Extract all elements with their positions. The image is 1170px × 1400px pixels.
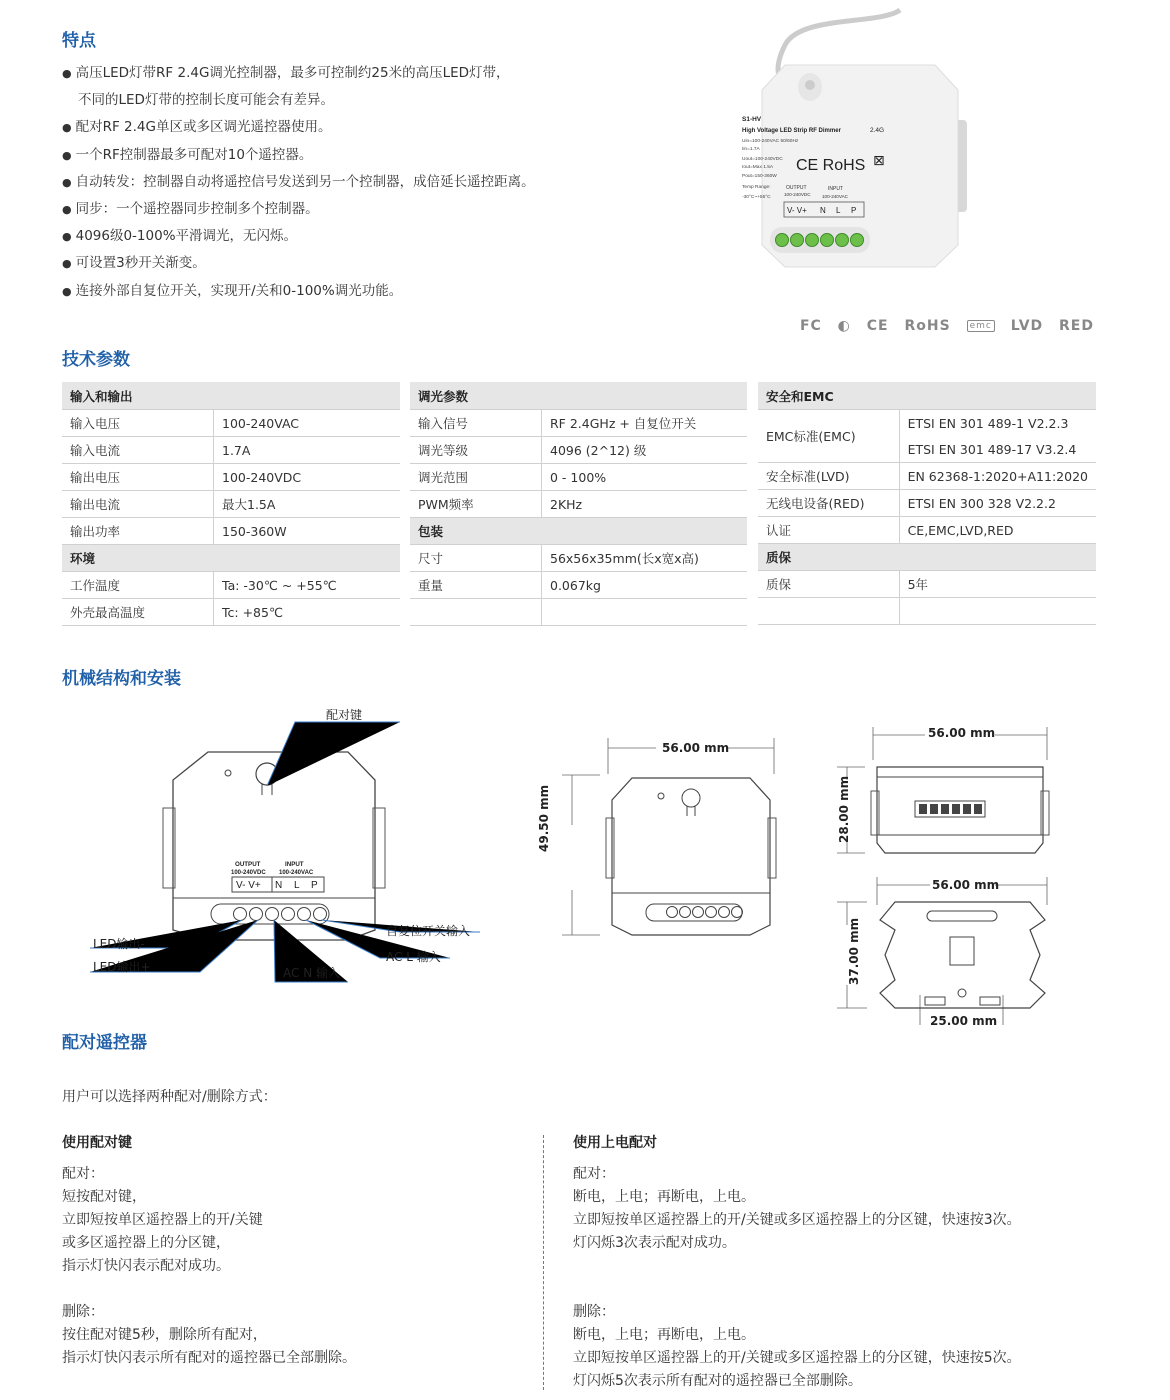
spec-value: ETSI EN 301 489-1 V2.2.3 [907, 415, 1069, 431]
pairing-title: 配对遥控器 [62, 1033, 147, 1053]
spec-key: 安全标准(LVD) [758, 463, 899, 490]
spec-key: 输出电流 [62, 491, 214, 518]
spec-key: 输入信号 [410, 410, 542, 437]
product-input-label: INPUT [828, 186, 843, 192]
spec-table-io [62, 382, 400, 626]
label-ac-l: AC L 输入 [386, 950, 441, 964]
product-output-label: OUTPUT [786, 185, 807, 191]
product-spec-line: Uout=100-240VDC [742, 157, 783, 162]
product-spec-line: Iin=1.7A [742, 147, 760, 152]
label-push-input: 自复位开关输入 [386, 924, 471, 938]
spec-key: 尺寸 [410, 545, 542, 572]
spec-key: 输出电压 [62, 464, 214, 491]
side-dimension-view [835, 725, 1055, 865]
lvd-logo: LVD [1010, 318, 1044, 334]
feature-item-continuation: 不同的LED灯带的控制长度可能会有差异。 [78, 92, 334, 109]
diagram-terminal-n: N [275, 880, 283, 891]
method-line: 配对： [573, 1166, 615, 1182]
certification-logos [790, 318, 1094, 334]
label-led-plus: LED输出+ [93, 960, 151, 974]
product-spec-line: Uin=100-240VAC 50/60Hz [742, 139, 799, 144]
method-line: 指示灯快闪表示配对成功。 [62, 1258, 230, 1274]
pairing-method-power [573, 1132, 1021, 1393]
spec-value: 0.067kg [542, 572, 748, 599]
method-line: 灯闪烁5次表示所有配对的遥控器已全部删除。 [573, 1373, 862, 1389]
pairing-intro: 用户可以选择两种配对/删除方式： [62, 1089, 277, 1105]
spec-value: 0 - 100% [542, 464, 748, 491]
product-input-range: 100-240VAC [822, 194, 848, 199]
product-name: High Voltage LED Strip RF Dimmer [742, 128, 841, 134]
spec-key: 质保 [758, 571, 899, 598]
spec-value: Ta: -30℃ ~ +55℃ [214, 572, 401, 599]
fcc-logo: FC [799, 318, 822, 334]
emc-logo: emc [967, 320, 995, 332]
label-pair-key: 配对键 [326, 708, 363, 722]
spec-value: 5年 [899, 571, 1096, 598]
dim-side-width: 56.00 mm [928, 726, 996, 740]
spec-value: 最大1.5A [214, 491, 401, 518]
spec-value: 100-240VAC [214, 410, 401, 437]
product-model: S1-HV [742, 116, 762, 123]
feature-item: ● 高压LED灯带RF 2.4G调光控制器，最多可控制约25米的高压LED灯带， [62, 60, 662, 87]
rohs-logo: RoHS [904, 318, 951, 334]
spec-value: CE,EMC,LVD,RED [899, 517, 1096, 544]
spec-header: 质保 [758, 544, 1096, 571]
spec-value: Tc: +85℃ [214, 599, 401, 626]
tech-title: 技术参数 [62, 350, 130, 370]
spec-table-safety [758, 382, 1096, 625]
bottom-dimension-view [835, 875, 1055, 1035]
spec-value: 1.7A [214, 437, 401, 464]
diagram-terminal-l: L [294, 880, 300, 891]
label-led-minus: LED输出- [93, 937, 145, 951]
method-line: 短按配对键， [62, 1189, 146, 1205]
spec-header: 环境 [62, 545, 400, 572]
features-title: 特点 [62, 31, 96, 51]
ce-rohs-mark: CE RoHS [796, 157, 866, 174]
feature-item: ● 4096级0-100%平滑调光，无闪烁。 [62, 223, 662, 250]
spec-key: 无线电设备(RED) [758, 490, 899, 517]
dim-side-height-text: 28.00 mm [837, 775, 851, 843]
dim-bottom-height-text: 37.00 mm [847, 917, 861, 985]
spec-value: 4096 (2^12) 级 [542, 437, 748, 464]
method-line: 删除： [573, 1304, 615, 1320]
product-terminal-n: N [820, 206, 826, 215]
diagram-terminals-out: V- V+ [236, 880, 261, 891]
dim-bottom-height [847, 918, 861, 985]
rcm-logo: ◐ [837, 318, 851, 334]
dim-side-height [837, 776, 851, 843]
feature-item: ● 一个RF控制器最多可配对10个遥控器。 [62, 142, 662, 169]
method-title: 使用上电配对 [573, 1135, 657, 1151]
method-line: 或多区遥控器上的分区键， [62, 1235, 230, 1251]
dim-front-height [537, 785, 551, 852]
spec-value: ETSI EN 301 489-17 V3.2.4 [899, 436, 1096, 463]
dim-hole-spacing: 25.00 mm [930, 1014, 998, 1028]
column-divider [543, 1135, 544, 1390]
method-line: 配对： [62, 1166, 104, 1182]
product-output-range: 100-240VDC [784, 192, 811, 197]
method-line: 按住配对键5秒，删除所有配对， [62, 1327, 267, 1343]
spec-value: 150-360W [214, 518, 401, 545]
spec-header: 调光参数 [410, 382, 747, 410]
product-spec-line: Temp Range: [742, 185, 771, 190]
diagram-input-range: 100-240VAC [279, 870, 314, 876]
spec-value: RF 2.4GHz + 自复位开关 [542, 410, 748, 437]
spec-key: 重量 [410, 572, 542, 599]
product-spec-line: Pout=150-360W [742, 174, 777, 179]
feature-item: ● 可设置3秒开关渐变。 [62, 250, 662, 277]
spec-value: 100-240VDC [214, 464, 401, 491]
method-title: 使用配对键 [62, 1135, 132, 1151]
product-freq: 2.4G [870, 127, 885, 134]
dim-bottom-width: 56.00 mm [932, 878, 1000, 892]
spec-key: 输入电压 [62, 410, 214, 437]
product-spec-line: Iout=Max 1.5A [742, 165, 774, 170]
diagram-output-range: 100-240VDC [231, 870, 266, 876]
method-line: 立即短按单区遥控器上的开/关键或多区遥控器上的分区键，快速按3次。 [573, 1212, 1021, 1228]
diagram-terminal-p: P [311, 880, 318, 891]
method-line: 灯闪烁3次表示配对成功。 [573, 1235, 736, 1251]
label-ac-n: AC N 输入 [283, 966, 340, 980]
method-line: 立即短按单区遥控器上的开/关键或多区遥控器上的分区键，快速按5次。 [573, 1350, 1021, 1366]
method-line: 立即短按单区遥控器上的开/关键 [62, 1212, 263, 1228]
weee-bin-icon: ⊠ [873, 153, 885, 169]
spec-key: 外壳最高温度 [62, 599, 214, 626]
ce-logo: CE [866, 318, 889, 334]
method-line: 删除： [62, 1304, 104, 1320]
mech-title: 机械结构和安装 [62, 669, 181, 689]
feature-item: ● 连接外部自复位开关，实现开/关和0-100%调光功能。 [62, 278, 662, 305]
product-terminal-p: P [851, 206, 857, 215]
method-line: 指示灯快闪表示所有配对的遥控器已全部删除。 [62, 1350, 356, 1366]
product-spec-line: -30°C~+55°C [742, 195, 771, 200]
feature-item: ● 配对RF 2.4G单区或多区调光遥控器使用。 [62, 114, 662, 141]
spec-key: EMC标准(EMC) [758, 410, 899, 463]
pairing-method-key [62, 1132, 356, 1370]
diagram-input-label: INPUT [285, 861, 304, 868]
diagram-output-label: OUTPUT [235, 861, 261, 868]
feature-item: ● 同步：一个遥控器同步控制多个控制器。 [62, 196, 662, 223]
feature-item: ● 自动转发：控制器自动将遥控信号发送到另一个控制器，成倍延长遥控距离。 [62, 169, 662, 196]
method-line: 断电，上电；再断电，上电。 [573, 1189, 755, 1205]
spec-header: 输入和输出 [62, 382, 400, 410]
method-line: 断电，上电；再断电，上电。 [573, 1327, 755, 1343]
features-list [62, 60, 662, 305]
front-dimension-view [560, 730, 790, 940]
spec-table-dimming [410, 382, 747, 626]
product-terminal-l: L [836, 206, 841, 215]
spec-key: 输入电流 [62, 437, 214, 464]
spec-key: 认证 [758, 517, 899, 544]
spec-value: 2KHz [542, 491, 748, 518]
spec-header: 安全和EMC [758, 382, 1096, 410]
spec-value: ETSI EN 300 328 V2.2.2 [899, 490, 1096, 517]
dim-front-height-text: 49.50 mm [537, 784, 551, 852]
spec-header: 包装 [410, 518, 747, 545]
product-terminals-out: V- V+ [787, 206, 807, 215]
spec-value: 56x56x35mm(长x宽x高) [542, 545, 748, 572]
spec-key: PWM频率 [410, 491, 542, 518]
spec-key: 调光范围 [410, 464, 542, 491]
red-logo: RED [1059, 318, 1094, 334]
product-image [730, 5, 980, 280]
dim-front-width: 56.00 mm [662, 741, 730, 755]
spec-key: 输出功率 [62, 518, 214, 545]
spec-value: EN 62368-1:2020+A11:2020 [899, 463, 1096, 490]
spec-key: 工作温度 [62, 572, 214, 599]
spec-key: 调光等级 [410, 437, 542, 464]
